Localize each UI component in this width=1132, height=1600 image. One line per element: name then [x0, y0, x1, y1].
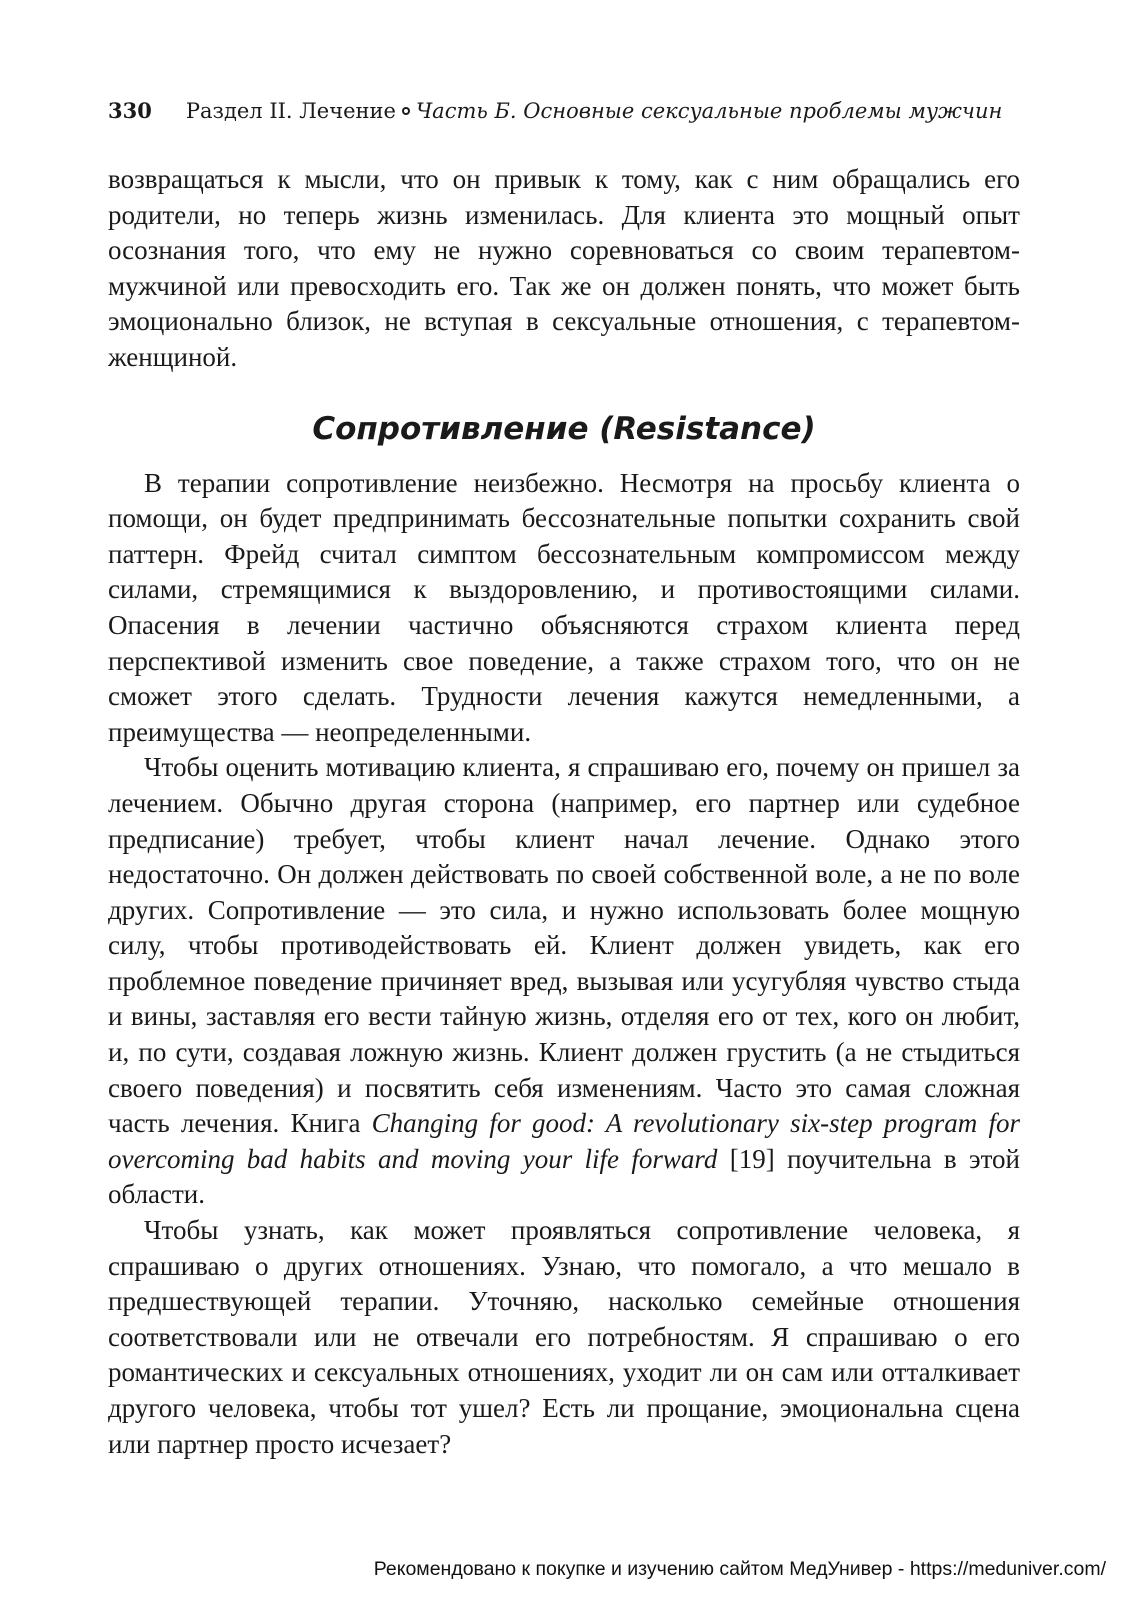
section-heading: Сопротивление (Resistance)	[312, 410, 816, 447]
paragraph-motivation	[108, 750, 1020, 1213]
running-header	[108, 96, 1020, 126]
section-label: Раздел II. Лечение	[185, 99, 396, 123]
separator-bullet-icon	[402, 107, 410, 115]
book-title: Changing for good: A revolutionary six-step program for overcoming bad habits and moving your life forward	[108, 1108, 1021, 1174]
footer-watermark: Рекомендовано к покупке и изучению сайтом МедУнивер - https://meduniver.com/	[373, 1558, 1106, 1580]
intro-paragraph: возвращаться к мысли, что он привык к тому, как с ним обращались его родители, но теперь жизнь изменилась. Для клиента это мощный опыт осознания того, что ему не нужно соревноваться со своим терапевтом-мужчиной или превосходить его. Так же он должен понять, что может быть эмоционально близок, не вступая в сексуальные отношения, с терапевтом-женщиной.	[108, 164, 1020, 372]
paragraph-resistance-intro: В терапии сопротивление неизбежно. Несмотря на просьбу клиента о помощи, он будет предпринимать бессознательные попытки сохранить свой паттерн. Фрейд считал симптом бессознательным компромиссом между силами, стремящимися к выздоровлению, и противостоящими силами. Опасения в лечении частично объясняются страхом клиента перед перспективой изменить свое поведение, а также страхом того, что он не сможет этого сделать. Трудности лечения кажутся немедленными, а преимущества — неопределенными.	[108, 467, 1020, 747]
page-number: 330	[108, 98, 152, 123]
paragraph-motivation-text: Чтобы оценить мотивацию клиента, я спрашиваю его, почему он пришел за лечением. Обычно другая сторона (например, его партнер или судебное предписание) требует, чтобы клиент начал лечение. Однако этого недостаточно. Он должен действовать по своей собственной воле, а не по воле других. Сопротивление — это сила, и нужно использовать более мощную силу, чтобы противодействовать ей. Клиент должен увидеть, как его проблемное поведение причиняет вред, вызывая или усугубляя чувство стыда и вины, заставляя его вести тайную жизнь, отделяя его от тех, кого он любит, и, по сути, создавая ложную жизнь. Клиент должен грустить (а не стыдиться своего поведения) и посвятить себя изменениям. Часто это самая сложная часть лечения. Книга	[108, 752, 1020, 1139]
citation-tail: [19] поучительна в этой области.	[108, 1143, 1020, 1210]
book-page	[108, 96, 1020, 1462]
paragraph-relationships: Чтобы узнать, как может проявляться сопротивление человека, я спрашиваю о других отношениях. Узнаю, что помогало, а что мешало в предшествующей терапии. Уточняю, насколько семейные отношения соответствовали или не отвечали его потребностям. Я спрашиваю о его романтических и сексуальных отношениях, уходит ли он сам или отталкивает другого человека, чтобы тот ушел? Есть ли прощание, эмоциональна сцена или партнер просто исчезает?	[108, 1215, 1020, 1459]
part-label: Часть Б. Основные сексуальные проблемы мужчин	[415, 99, 1003, 123]
